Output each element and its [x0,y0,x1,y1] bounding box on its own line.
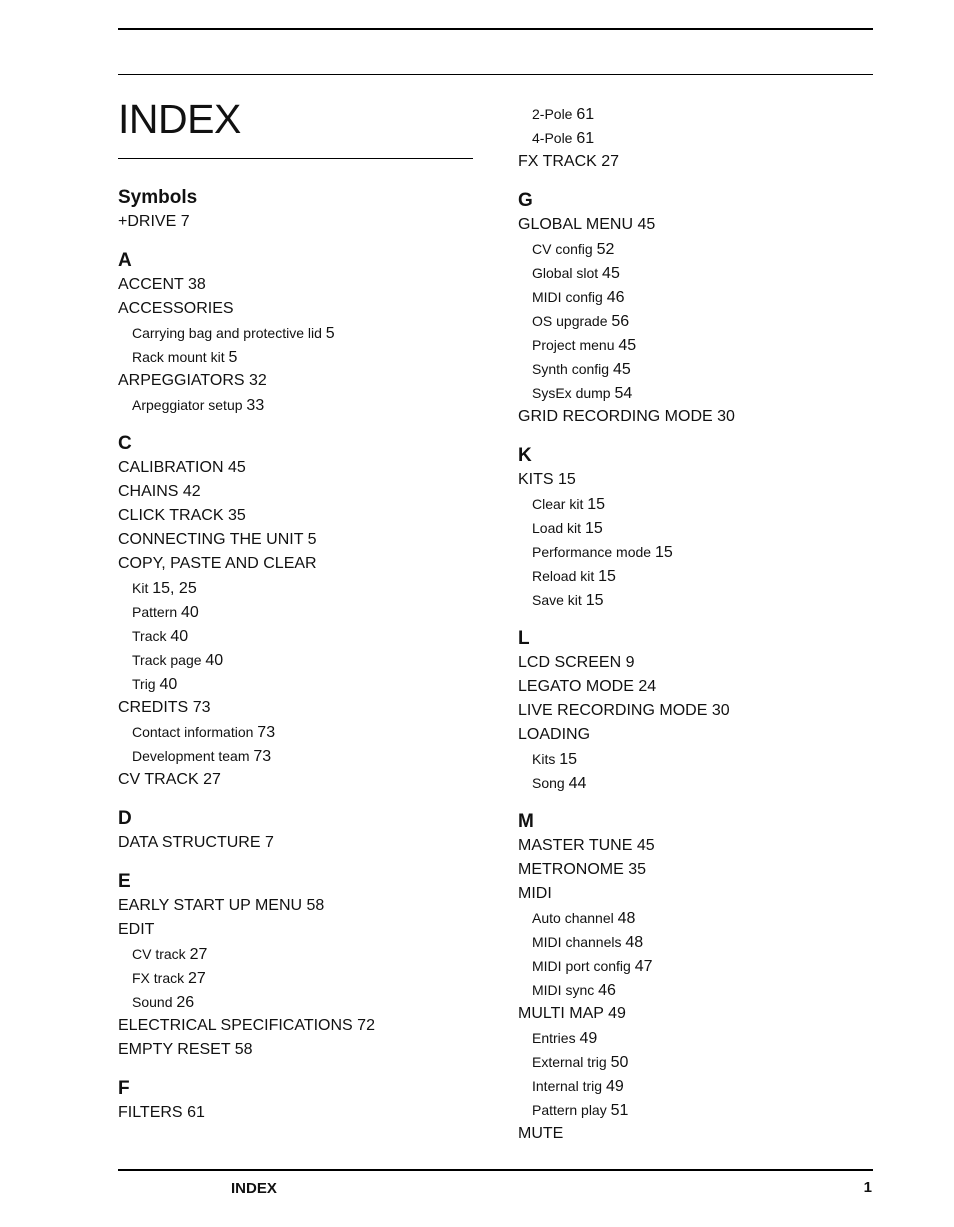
entry-term: Reload kit [532,568,595,584]
entry-term: EMPTY RESET [118,1041,231,1058]
entry-page-ref[interactable]: 73 [257,724,276,741]
entry-page-ref[interactable]: 27 [601,153,620,170]
page-title: INDEX [118,96,241,142]
entry-page-ref[interactable]: 40 [205,652,224,669]
entry-page-ref[interactable]: 40 [181,604,199,621]
index-subentry [118,600,478,624]
index-entry [118,1101,478,1125]
index-subentry [518,930,878,954]
entry-term: GLOBAL MENU [518,216,633,233]
index-subentry [518,333,878,357]
index-subentry [518,357,878,381]
index-subentry [518,309,878,333]
entry-page-ref[interactable]: 15 [558,471,576,488]
entry-page-ref[interactable]: 33 [246,397,265,414]
index-subentry [518,285,878,309]
index-entry [118,831,478,855]
entry-page-ref[interactable]: 35 [227,507,246,524]
entry-term: COPY, PASTE AND CLEAR [118,555,317,572]
index-entry [518,468,878,492]
entry-term: CV config [532,241,593,257]
entry-term: CV TRACK [118,771,199,788]
entry-term: MUTE [518,1125,564,1142]
entry-page-ref[interactable]: 45 [618,337,637,354]
entry-term: Performance mode [532,544,652,560]
entry-page-ref[interactable]: 15 [654,544,673,561]
entry-page-ref[interactable]: 50 [610,1054,629,1071]
index-subentry [518,1026,878,1050]
index-subentry [518,102,878,126]
title-underline [118,158,473,159]
entry-term: Development team [132,748,250,764]
index-subentry [118,744,478,768]
entry-page-ref[interactable]: 48 [617,910,636,927]
index-entry [518,1122,878,1146]
entry-term: ARPEGGIATORS [118,372,245,389]
entry-page-ref[interactable]: 27 [203,771,221,788]
footer-rule [118,1169,873,1171]
entry-term: EDIT [118,921,155,938]
entry-page-ref[interactable]: 49 [608,1005,626,1022]
entry-term: Synth config [532,361,610,377]
entry-term: Pattern play [532,1102,607,1118]
index-subentry [518,237,878,261]
index-subentry [518,1050,878,1074]
entry-page-ref[interactable]: 38 [187,276,206,293]
index-entry [118,456,478,480]
entry-page-ref[interactable]: 9 [625,654,635,671]
entry-page-ref[interactable]: 45 [637,216,656,233]
index-subentry [518,126,878,150]
entry-page-ref[interactable]: 30 [711,702,730,719]
index-subentry [518,588,878,612]
entry-term: Rack mount kit [132,349,225,365]
index-entry [118,297,478,321]
entry-term: FX track [132,970,185,986]
index-entry [118,918,478,942]
entry-term: MIDI port config [532,958,631,974]
index-subentry [518,516,878,540]
index-subentry [118,648,478,672]
entry-term: CLICK TRACK [118,507,224,524]
entry-term: MIDI channels [532,934,622,950]
index-subentry [118,966,478,990]
entry-page-ref[interactable]: 15 [587,496,606,513]
index-entry [118,894,478,918]
entry-term: Track page [132,652,202,668]
entry-page-ref[interactable]: 73 [192,699,211,716]
index-subentry [518,261,878,285]
entry-term: CV track [132,946,186,962]
index-subentry [518,771,878,795]
index-entry [518,834,878,858]
entry-term: Contact information [132,724,254,740]
entry-term: CONNECTING THE UNIT [118,531,304,548]
index-entry [518,675,878,699]
entry-term: Internal trig [532,1078,603,1094]
entry-term: External trig [532,1054,607,1070]
index-subentry [518,564,878,588]
index-column-right [518,102,878,1146]
entry-page-ref[interactable]: 44 [568,775,587,792]
entry-page-ref[interactable]: 45 [636,837,655,854]
entry-term: Trig [132,676,156,692]
index-subentry [118,720,478,744]
entry-page-ref[interactable]: 15 [559,751,578,768]
index-subentry [518,1098,878,1122]
section-letter: A [118,250,132,271]
index-entry [118,504,478,528]
index-subentry [518,1074,878,1098]
entry-term: MIDI sync [532,982,595,998]
entry-term: LIVE RECORDING MODE [518,702,708,719]
section-letter: G [518,190,533,211]
entry-page-ref[interactable]: 46 [598,982,616,999]
entry-term: GRID RECORDING MODE [518,408,713,425]
entry-term: LEGATO MODE [518,678,634,695]
entry-page-ref[interactable]: 61 [187,1104,205,1121]
index-entry [118,369,478,393]
entry-term: MIDI [518,885,552,902]
entry-page-ref[interactable]: 15, 25 [152,580,197,597]
index-entry [518,723,878,747]
entry-page-ref[interactable]: 61 [576,130,595,147]
entry-term: Track [132,628,167,644]
entry-page-ref[interactable]: 5 [228,349,238,366]
entry-page-ref[interactable]: 26 [176,994,195,1011]
entry-page-ref[interactable]: 51 [610,1102,629,1119]
index-subentry [118,990,478,1014]
index-entry [118,552,478,576]
entry-term: LOADING [518,726,591,743]
entry-page-ref[interactable]: 15 [584,520,603,537]
section-letter: Symbols [118,187,198,208]
entry-page-ref[interactable]: 35 [628,861,647,878]
index-entry [118,480,478,504]
entry-term: ACCENT [118,276,184,293]
index-entry [518,150,878,174]
index-subentry [118,942,478,966]
entry-term: Save kit [532,592,582,608]
index-subentry [518,492,878,516]
index-entry [118,210,478,234]
entry-term: Pattern [132,604,178,620]
index-entry [518,699,878,723]
entry-term: 2-Pole [532,106,573,122]
entry-term: Arpeggiator setup [132,397,243,413]
entry-page-ref[interactable]: 52 [596,241,615,258]
index-entry [518,882,878,906]
entry-page-ref[interactable]: 45 [612,361,631,378]
index-entry [518,858,878,882]
entry-term: SysEx dump [532,385,611,401]
entry-page-ref[interactable]: 73 [253,748,272,765]
index-entry [118,696,478,720]
entry-page-ref[interactable]: 30 [717,408,735,425]
entry-term: FILTERS [118,1104,183,1121]
entry-page-ref[interactable]: 15 [585,592,604,609]
entry-term: +DRIVE [118,213,177,230]
entry-term: OS upgrade [532,313,608,329]
page-number: 1 [863,1179,872,1196]
entry-term: KITS [518,471,554,488]
footer-label: INDEX [231,1180,277,1197]
entry-page-ref[interactable]: 24 [638,678,657,695]
index-entry [518,213,878,237]
entry-term: ELECTRICAL SPECIFICATIONS [118,1017,353,1034]
index-subentry [118,576,478,600]
entry-term: Sound [132,994,173,1010]
section-letter: F [118,1078,130,1099]
section-letter: C [118,433,132,454]
entry-term: Entries [532,1030,576,1046]
entry-term: LCD SCREEN [518,654,622,671]
entry-page-ref[interactable]: 7 [180,213,190,230]
entry-term: FX TRACK [518,153,597,170]
entry-page-ref[interactable]: 58 [306,897,325,914]
index-entry [118,1014,478,1038]
section-letter: E [118,871,131,892]
entry-term: EARLY START UP MENU [118,897,303,914]
entry-term: CREDITS [118,699,189,716]
index-subentry [118,345,478,369]
section-letter: D [118,808,132,829]
entry-term: MIDI config [532,289,603,305]
entry-term: Load kit [532,520,582,536]
entry-page-ref[interactable]: 27 [189,946,208,963]
section-letter: K [518,445,532,466]
entry-page-ref[interactable]: 47 [634,958,653,975]
entry-term: Carrying bag and protective lid [132,325,322,341]
entry-term: Auto channel [532,910,614,926]
entry-term: ACCESSORIES [118,300,234,317]
entry-term: METRONOME [518,861,624,878]
entry-term: DATA STRUCTURE [118,834,261,851]
entry-page-ref[interactable]: 40 [170,628,189,645]
entry-term: Kits [532,751,556,767]
entry-page-ref[interactable]: 54 [614,385,633,402]
index-entry [518,651,878,675]
entry-term: CALIBRATION [118,459,224,476]
entry-page-ref[interactable]: 5 [307,531,317,548]
index-entry [118,768,478,792]
entry-page-ref[interactable]: 49 [579,1030,598,1047]
index-subentry [518,954,878,978]
index-entry [118,1038,478,1062]
entry-page-ref[interactable]: 40 [159,676,178,693]
entry-page-ref[interactable]: 61 [576,106,595,123]
entry-page-ref[interactable]: 49 [605,1078,624,1095]
entry-term: 4-Pole [532,130,573,146]
index-subentry [118,672,478,696]
entry-term: Kit [132,580,149,596]
entry-page-ref[interactable]: 15 [598,568,616,585]
entry-term: Clear kit [532,496,584,512]
index-subentry [518,906,878,930]
index-entry [518,405,878,429]
index-column-left [118,186,478,1125]
entry-page-ref[interactable]: 7 [264,834,274,851]
index-entry [118,528,478,552]
entry-page-ref[interactable]: 46 [606,289,625,306]
index-subentry [518,540,878,564]
index-subentry [118,321,478,345]
entry-term: Project menu [532,337,615,353]
entry-page-ref[interactable]: 58 [234,1041,253,1058]
index-entry [118,273,478,297]
index-subentry [518,747,878,771]
entry-term: CHAINS [118,483,179,500]
section-letter: M [518,811,534,832]
entry-page-ref[interactable]: 27 [188,970,206,987]
entry-term: Global slot [532,265,599,281]
entry-page-ref[interactable]: 72 [357,1017,375,1034]
entry-page-ref[interactable]: 32 [249,372,267,389]
entry-term: MULTI MAP [518,1005,604,1022]
entry-page-ref[interactable]: 45 [602,265,620,282]
index-subentry [118,624,478,648]
entry-page-ref[interactable]: 45 [227,459,246,476]
section-letter: L [518,628,530,649]
entry-term: MASTER TUNE [518,837,633,854]
header-rule-secondary [118,74,873,75]
index-subentry [518,381,878,405]
index-entry [518,1002,878,1026]
index-subentry [118,393,478,417]
entry-page-ref[interactable]: 48 [625,934,644,951]
header-rule [118,28,873,30]
entry-page-ref[interactable]: 5 [325,325,335,342]
index-subentry [518,978,878,1002]
entry-page-ref[interactable]: 56 [611,313,630,330]
entry-page-ref[interactable]: 42 [182,483,201,500]
entry-term: Song [532,775,565,791]
